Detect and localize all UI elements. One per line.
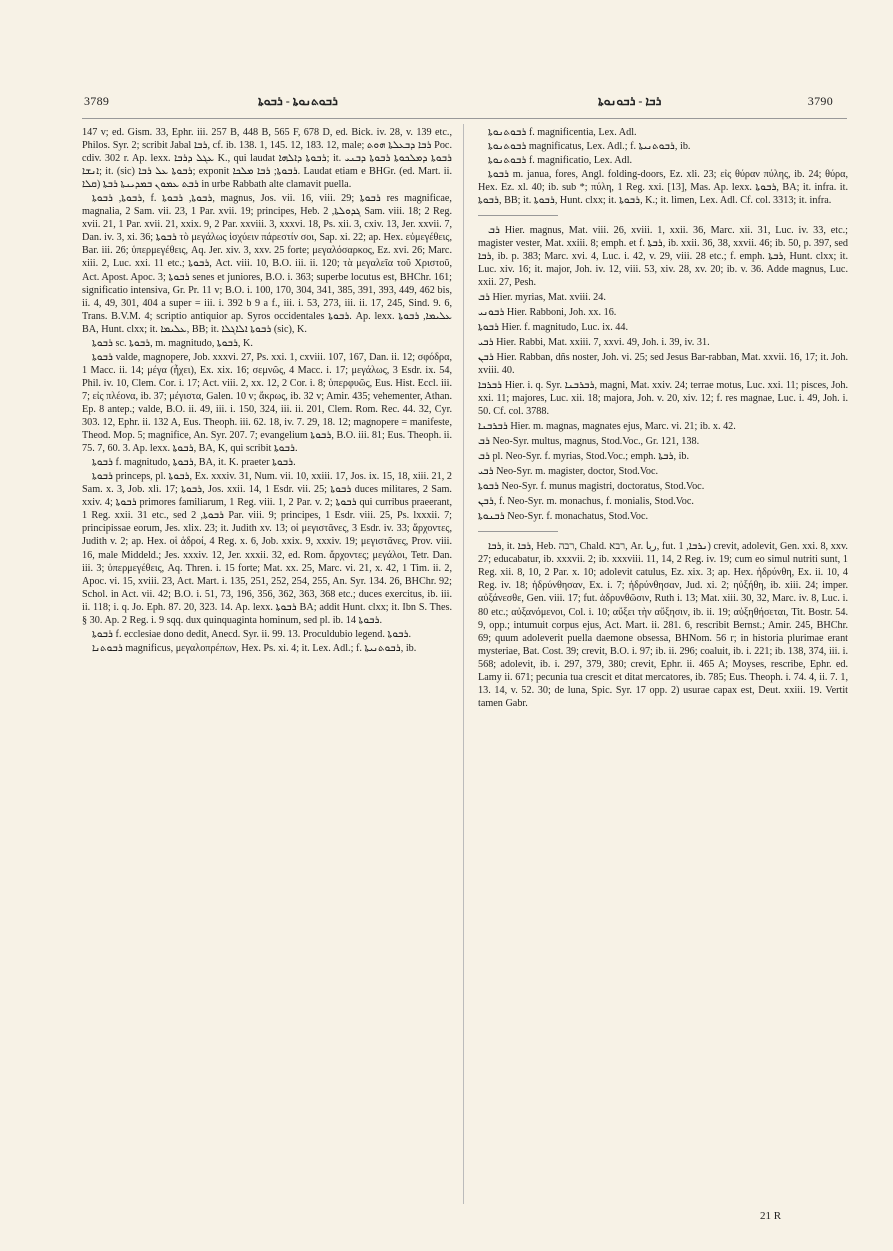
entry-paragraph: ܪܒܘܬܢܘܬܐ f. magnificentia, Lex. Adl. <box>488 127 637 138</box>
entry-paragraph: ܪܒܘܬܐ f. ecclesiae dono dedit, Anecd. Syr. ii. 99. 13. Proculdubio legend. ܪܒܘܬܐ. <box>92 628 411 640</box>
entry-paragraph: ܪܒܘܬܐ Neo-Syr. f. munus magistri, doctoratus, Stod.Voc. <box>478 481 705 493</box>
entry-paragraph: ܪܒܘܬܐ princeps, pl. ܪܒܘܬܐ, Ex. xxxiv. 31, Num. vii. 10, xxiii. 17, Jos. ix. 15, 18, xiii. 21, 2 Sam. x. 3, Job. xli. 17; ܪܒܘܬܐ, Jos. xxii. 14, 1 Esdr. vii. 25; ܪܒܘܬܐ duces militares, 2 Sam. xxiv. 4; ܪܒܘܬܐ primores familiarum, 1 Reg. viii. 1, 2 Par. v. 2; ܪܒܘܬܐ qui curribus praeerant, 1 Reg. xxii. 31 etc., sed ܪܒܘܬܐ, 2 Par. viii. 9; principes, 1 Esdr. viii. 25, Ps. lxxxii. 7; principissae eorum, Jes. xlix. 23; it. Judith xv. 13; οἱ μεγιστᾶνες, 3 Esdr. iv. 33; ἄρχοντες, Judith v. 2; ap. Hex. οἱ ἁδροί, 4 Reg. x. 6, Job. xxix. 9, xxxiv. 19; μεγιστᾶνες, Prov. viii. 16, male Middeld.; Jes. xxxiv. 12, Jer. xxxii. 32, ed. Rom. ἄρχοντες; μεγάλοι, Tetr. Dan. iii. 3; ὑπερμεγέθεις, Aq. Thren. i. 15 forte; Mat. xx. 25, Marc. vi. 21, x. 42, 1 Tim. ii. 2, Apoc. vi. 15, xviii. 23, Act. Mart. i. 135, 251, 252, 254, 255, An. Syr. 134. 26, BHChr. 92; Schol. in Act. vii. 42; B.O. i. 51, 73, 196, 356, 362, 363, 368 etc.; duces exercitus, ib. iii. ii. 118; i. q. Jo. Eph. 87. 20, 323. 14. Ap. lexx. ܪܒܘܬܐ BA; addit Hunt. clxx; it. Ibn S. Thes. § 30. Ap. 2 Reg. i. 9 sqq. dux quinquaginta hominum, sed pl. ib. 14 ܪܒܘܬܐ. <box>82 471 452 626</box>
right-running-title: ܪܒܐ - ܪܒܘܢܘܬܐ <box>598 94 662 108</box>
entry-paragraph: ܪܒܢܘܬܐ Neo-Syr. f. monachatus, Stod.Voc. <box>478 511 649 523</box>
entry-paragraph: ܪܒܘܬܐ valde, magnopere, Job. xxxvi. 27, Ps. xxi. 1, cxviii. 107, 167, Dan. ii. 12; σφόδρα, 1 Macc. ii. 14; μέγα (ἦχει), Ex. xix. 16; σεμνῶς, 4 Macc. i. 17; μεγάλως, 3 Esdr. ix. 54, Phil. iv. 10, Clem. Cor. i. 17; Act. viii. 2, xx. 12, 2 Cor. i. 8; ὑπερφυῶς, Eus. Hist. Eccl. iii. 7; εἰς πλέονα, ib. 37; μέγιστα, Galen. 10 v; ἄκρως, ib. 32 v; Amir. 435; vehementer, Athan. Ep. 8 antep.; valde, B.O. ii. 49, iii. i. 150, 324, iii. ii. 201, Clem. Rom. Rec. 44. 32, Cyr. 303. 12, Ephr. ii. 132 A, Eus. Theoph. iii. 62. 18, iv. 7. 29, 18. 12; magnopere = manifeste, Theod. Mop. 5; magnifice, An. Syr. 207. 7; evangelium ܪܒܘܬܐ, B.O. iii. 81; Eus. Theoph. ii. 75. 7, 60. 3. Ap. lexx. ܪܒܘܬܐ, BA, K, qui scribit ܪܒܘܬܐ. <box>82 351 452 455</box>
left-page-number: 3789 <box>84 94 110 108</box>
entry-paragraph: ܪܒܘܬܐ, ܪܒܘܬܐ, f. ܪܒܘܬܐ, ܪܒܘܬܐ, magnus, Jos. vii. 16, viii. 29; ܪܒܘܬܐ res magnificae, magnalia, 2 Sam. vii. 23, 1 Par. xvii. 19; principes, Heb. ܓܕܘܠܬܐ, 2 Sam. viii. 18; 2 Reg. xvii. 21, 1 Par. xvii. 21, xxix. 9, 2 Par. xxviii. 3, xxxvi. 18, Ps. xii. 3, cxiv. 13, Jer. xxvii. 7, Dan. iv. 3, xi. 36; ܪܒܘܬܐ τὸ μεγάλως ἰσχύειν πάρεστίν σοι, Sap. xi. 22; ap. Hex. εὐμεγέθεις, Bar. iii. 26; ὑπερμεγέθεις, Aq. Jer. xiv. 3, xxv. 25 forte; μεγαλόσαρκος, Ez. xvi. 26; Marc. xiii. 2, Luc. xxi. 11 etc.; ܪܒܘܬܐ, Act. viii. 10, B.O. iii. ii. 120; τὰ μεγαλεῖα τοῦ Χριστοῦ, Act. Apost. Apoc. 3; ܪܒܘܬܐ senes et juniores, B.O. i. 363; superbe locutus est, BHChr. 161; significatio intensiva, Gr. Pr. 11 v; B.O. i. 100, 170, 304, 341, 385, 391, 393, 449, 462 bis, ii. 4, 49, 301, 404 a super = iii. i. 392 b 9 a f., iii. i. 53, 273, iii. ii. 17, 245, Sind. 9. 6, Trans. B.V.M. 4; scriptio antiquior ap. Syros occidentales ܪܒܘܬܐ. Ap. lexx. ܥܠܝܡܐ, ܪܒܘܬܐ BA, Hunt. clxx; it. ܥܠܝܡܐ, BB; it. ܪܒܘܬܐ ܐܠܐܓܠܐ (sic), K. <box>82 193 452 335</box>
entry-paragraph: ܪܒܘܬܐ sc. ܪܒܘܬܐ, m. magnitudo, ܪܒܘܬܐ, K. <box>92 337 253 349</box>
entry-paragraph: ܪܒܪܒܐ Hier. i. q. Syr. ܪܒܪܒܢܐ, magni, Mat. xxiv. 24; terrae motus, Luc. xxi. 11; pisces, Joh. xxi. 11; majores, Luc. xii. 18; majora, Joh. v. 20, xiv. 12; f. res magnae, Luc. i. 49, Joh. i. 50. Cf. col. 3788. <box>478 379 848 417</box>
entry-paragraph: ܪܒ Hier. magnus, Mat. viii. 26, xviii. 1, xxii. 36, Marc. xii. 31, Luc. iv. 33, etc.; magister vester, Mat. xxiii. 8; emph. et f. ܪܒܬܐ, ib. xxii. 36, 38, xxvii. 46; ib. 50, p. 397, sed ܪܒܐ, ib. p. 383; Marc. xvi. 4, Luc. i. 42, v. 29, viii. 28 etc.; f. emph. ܪܒܬܐ, Hunt. clxx; it. Luc. xiv. 16; it. major, Joh. iv. 12, viii. 53, xiv. 28, xv. 20; ib. v. 36. Adde magnus, Luc. xxii. 27, Pesh. <box>478 225 848 289</box>
section-divider <box>478 531 558 532</box>
entry-paragraph: ܪܒ pl. Neo-Syr. f. myrias, Stod.Voc.; emph. ܪܒܬܐ, ib. <box>478 451 690 463</box>
entry-paragraph: ܪܒܐ, it. ܪܒܐ, Heb. רבה, Chald. רבא, Ar. ربا, fut. ܢܪܒܐ, 1) crevit, adolevit, Gen. xxi. 8, xxv. 27; educabatur, ib. xxxvii. 2; ib. xxxviii. 11, 14, 2 Reg. iv. 19; cum eo simul nutriti sunt, 1 Reg. xii. 8, 10, 2 Par. x. 10; adolevit catulus, Ez. xix. 3; ap. Hex. ἡδρύνθη, Ex. ii. 10, 4 Reg. iv. 18; ἡδρύνθησαν, Ex. i. 7; ἡδρύνθησαν, Jud. xi. 2; ηὐξήθη, ib. xiii. 24; imper. αὐξάνεσθε, Gen. viii. 17; fut. ἁδρυνθῶσιν, Ruth i. 13; Mat. xiii. 30, 32, Marc. iv. 8, Luc. i. 80 etc.; αὐξανόμενοι, Col. i. 10; αὔξει τὴν αὔξησιν, ib. ii. 19; αὐξηθήσεται, Tit. Bostr. 54. 9, opp.; intumuit corpus ejus, Act. Mart. ii. 281. 6, rescribit Bernst.; Amir. 245, BHChr. 69; quum adoleverit puella daemone obsessa, BHNom. 56 r; in historia plurimae erant mysteriae, Bat. Cost. 39; crevit, B.O. i. 97; ib. ii. 296; coaluit, ib. i. 221; ib. 138, 374, iii. i. 568; adolevit, ib. i. 297, 379, 380; crevit, Ephr. ii. 465 A; Moyses, rescribe, Ephr. ed. Lamy ii. 671; pecunia tua crescit et ditat mercatores, ib. 785; Eus. Theoph. i. 74. 4, ii. 7. 1, 13. 14, v. 52. 30; de luna, Spic. Syr. 17 opp. 2) usurae capax est, Deut. xxiii. 19. Vertit tamen Gabr. <box>478 541 848 709</box>
entry-paragraph: ܪܒ Neo-Syr. multus, magnus, Stod.Voc., Gr. 121, 138. <box>478 435 700 447</box>
entry-paragraph: ܪܒܘܢܝ Hier. Rabboni, Joh. xx. 16. <box>478 306 617 318</box>
column-divider <box>463 124 464 1204</box>
entry-paragraph: ܪܒܪܒܢܐ Hier. m. magnas, magnates ejus, Marc. vi. 21; ib. x. 42. <box>478 420 736 432</box>
section-divider <box>478 215 558 216</box>
header-rule <box>82 118 847 119</box>
right-page-number: 3790 <box>807 94 833 108</box>
entry-paragraph: ܪܒܘܬܐ m. janua, fores, Angl. folding-doors, Ez. xli. 23; εἰς θύραν πύλης, ib. 24; θύρα, Hex. Ez. xl. 40; ib. sub *; πύλη, 1 Reg. xxi. [13], Mas. Ap. lexx. ܪܒܘܬܐ, BA; it. infra. it. ܪܒܘܬܐ, BB; it. ܪܒܘܬܐ, Hunt. clxx; it. ܪܒܘܬܐ, K.; it. limen, Lex. Adl. Cf. col. 3313; it. infra. <box>478 169 848 207</box>
signature-mark: 21 R <box>760 1210 782 1222</box>
left-running-title: ܪܒܘܬܢܘܬܐ - ܪܒܘܬܐ <box>258 94 338 108</box>
right-column <box>478 126 848 1206</box>
left-column <box>82 126 452 1206</box>
entry-paragraph: ܪܒܢ, f. Neo-Syr. m. monachus, f. monialis, Stod.Voc. <box>478 496 694 508</box>
entry-paragraph: ܪܒܝ Neo-Syr. m. magister, doctor, Stod.Voc. <box>478 466 659 478</box>
entry-paragraph: ܪܒܘܬܐ f. magnitudo, ܪܒܘܬܐ, BA, it. K. praeter ܪܒܘܬܐ. <box>92 457 296 469</box>
entry-paragraph: ܪܒ Hier. myrias, Mat. xviii. 24. <box>478 291 606 303</box>
entry-paragraph: ܪܒܘܬܢܘܬܐ magnificatus, Lex. Adl.; f. ܪܒܘܬܢܝܬܐ, ib. <box>488 141 691 153</box>
entry-paragraph: ܪܒܢ Hier. Rabban, dñs noster, Joh. vi. 25; sed Jesus Bar-rabban, Mat. xxvii. 16, 17; it. Joh. xviii. 40. <box>478 351 848 376</box>
entry-paragraph: ܪܒܝ Hier. Rabbi, Mat. xxiii. 7, xxvi. 49, Joh. i. 39, iv. 31. <box>478 336 710 348</box>
entry-paragraph: ܪܒܘܬܐ Hier. f. magnitudo, Luc. ix. 44. <box>478 321 629 333</box>
entry-paragraph: ܪܒܘܬܢܘܬܐ f. magnificatio, Lex. Adl. <box>488 155 633 167</box>
entry-paragraph: 147 v; ed. Gism. 33, Ephr. iii. 257 B, 448 B, 565 F, 678 D, ed. Bick. iv. 28, v. 139 etc., Philos. Syr. 2; scribit Jabal ܪܒܐ, cf. ib. 138. 1, 145. 12, 183. 12, male; ܪܒܐ ܕܒܥܠܬܐ ܗܘܬ Poc. cdiv. 302 r. Ap. lexx. ܥܓܠ ܕܪܒܐ K., qui laudat ܪܒܘܬܐ ܕܐܠܗܐ; it. ܪܒܘܬܐ ܕܡܠܟܘܬܐ ܪܒܘܬܐ ܕܒܢܝ ܐܢܫܐ; it. (sic) ܪܒܘܬܐ ܥܠ ܪܒܐ; exponit ܪܒܘܬܐ; ܪܒܐ ܡܠܟܐ. Laudat etiam e BHGr. (ed. Mart. ii. ܩܠܐ) ܪܒܬ ܥܡܘܢ ܒܡܕܝܢܬܐ ܪܒܬܐ in urbe Rabbath alte clamavit puella. <box>82 127 452 191</box>
running-header <box>78 94 837 112</box>
entry-paragraph: ܪܒܘܬܢܐ magnificus, μεγαλοπρέπων, Hex. Ps. xi. 4; it. Lex. Adl.; f. ܪܒܘܬܢܝܬܐ, ib. <box>92 642 417 654</box>
